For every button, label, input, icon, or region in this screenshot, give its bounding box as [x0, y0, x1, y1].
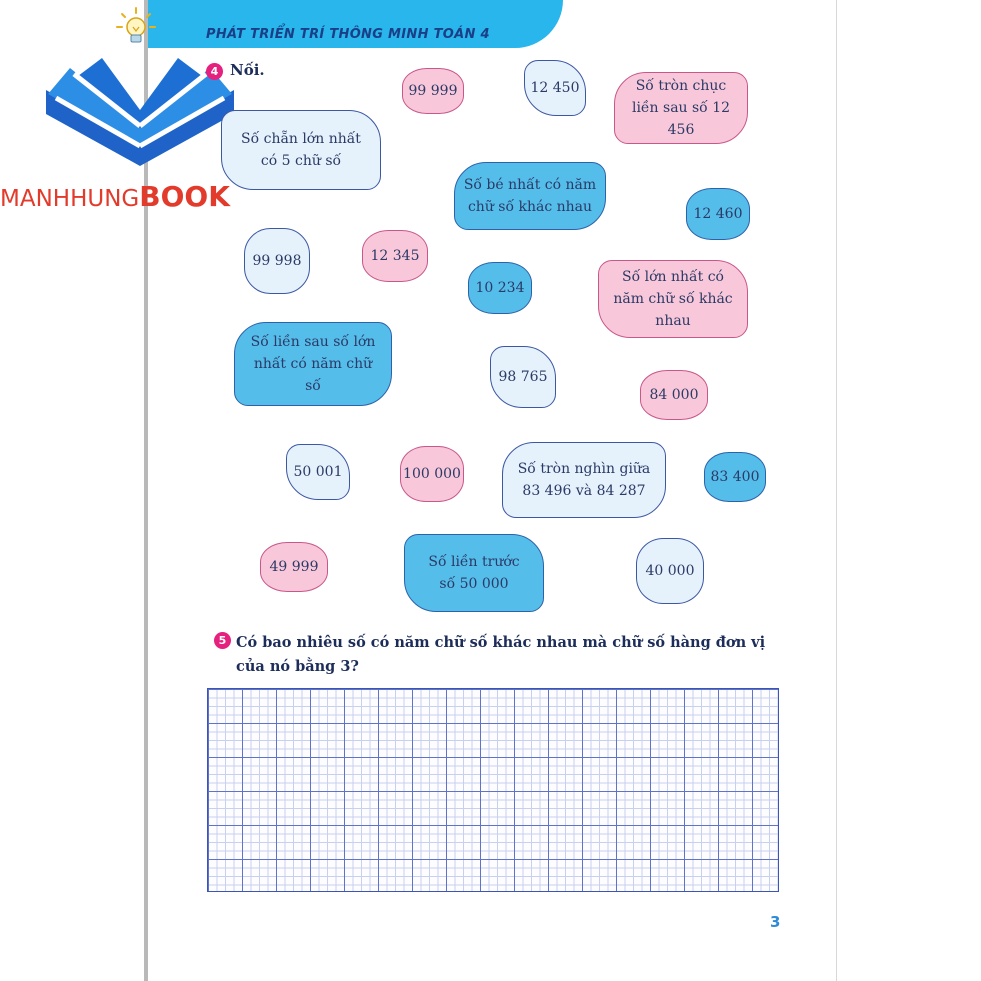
puzzle-piece[interactable]: Số tròn chục liền sau số 12 456	[614, 72, 748, 144]
puzzle-piece[interactable]: 12 345	[362, 230, 428, 282]
puzzle-piece[interactable]: 84 000	[640, 370, 708, 420]
brand-name-part2: BOOK	[139, 180, 230, 213]
header-title: PHÁT TRIỂN TRÍ THÔNG MINH TOÁN 4	[206, 27, 490, 42]
puzzle-piece[interactable]: Số liền trước số 50 000	[404, 534, 544, 612]
question-5-badge: 5	[214, 632, 231, 649]
puzzle-piece[interactable]: 49 999	[260, 542, 328, 592]
puzzle-piece[interactable]: 99 999	[402, 68, 464, 114]
puzzle-piece[interactable]: 50 001	[286, 444, 350, 500]
puzzle-piece[interactable]: Số bé nhất có năm chữ số khác nhau	[454, 162, 606, 230]
page-number: 3	[770, 913, 781, 931]
puzzle-piece[interactable]: 40 000	[636, 538, 704, 604]
brand-name-part1: MANHHUNG	[0, 186, 140, 212]
puzzle-piece[interactable]: 83 400	[704, 452, 766, 502]
puzzle-piece[interactable]: 99 998	[244, 228, 310, 294]
answer-grid[interactable]	[207, 688, 779, 892]
puzzle-piece[interactable]: Số liền sau số lớn nhất có năm chữ số	[234, 322, 392, 406]
puzzle-piece[interactable]: Số tròn nghìn giữa 83 496 và 84 287	[502, 442, 666, 518]
question-4-badge: 4	[206, 63, 223, 80]
puzzle-piece[interactable]: 100 000	[400, 446, 464, 502]
page-right-edge	[836, 0, 837, 981]
puzzle-piece[interactable]: 12 460	[686, 188, 750, 240]
puzzle-piece[interactable]: 98 765	[490, 346, 556, 408]
question-5-text: Có bao nhiêu số có năm chữ số khác nhau mà chữ số hàng đơn vị của nó bằng 3?	[236, 634, 766, 675]
puzzle-piece[interactable]: Số lớn nhất có năm chữ số khác nhau	[598, 260, 748, 338]
question-4-label: Nối.	[230, 61, 265, 79]
puzzle-piece[interactable]: 10 234	[468, 262, 532, 314]
brand-name	[0, 180, 230, 213]
puzzle-piece[interactable]: 12 450	[524, 60, 586, 116]
puzzle-piece[interactable]: Số chẵn lớn nhất có 5 chữ số	[221, 110, 381, 190]
lightbulb-icon	[114, 6, 158, 50]
